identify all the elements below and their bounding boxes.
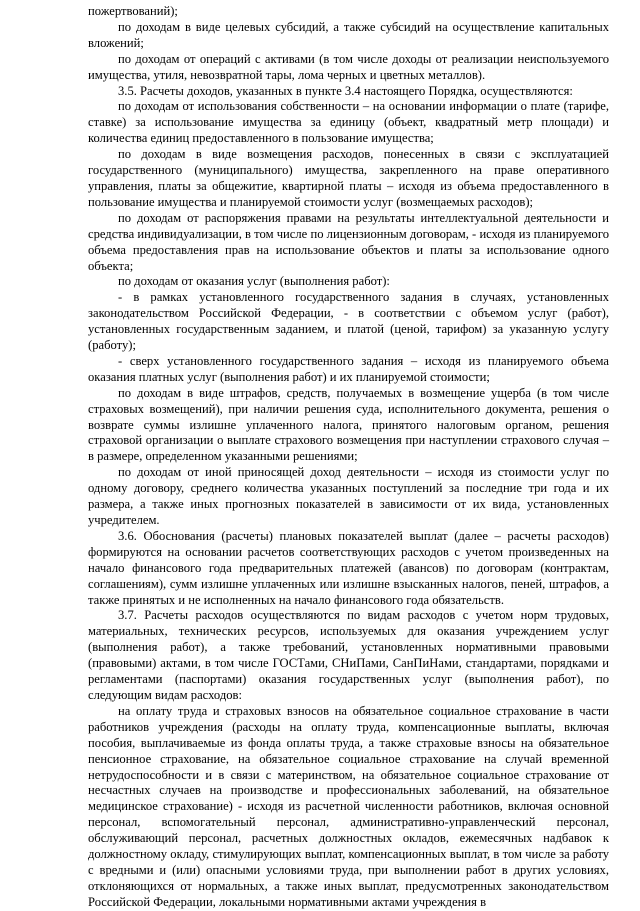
paragraph: 3.7. Расчеты расходов осуществляются по видам расходов с учетом норм трудовых, материальных, технических ресурсов, используемых для оказания учреждением услуг (выполнения работ), а также требований, установленных нормативными правовыми (правовыми) актами, в том числе ГОСТами, СНиПами, СанПиНами, стандартами, порядками и регламентами (паспортами) оказания государственных услуг (выполнения работ), по следующим видам расходов:: [88, 608, 609, 702]
paragraph: по доходам от иной приносящей доход деятельности – исходя из стоимости услуг по одному договору, среднего количества указанных поступлений за последние три года и их размера, а также иных прогнозных показателей в зависимости от их вида, установленных учредителем.: [88, 465, 609, 527]
paragraph: 3.5. Расчеты доходов, указанных в пункте 3.4 настоящего Порядка, осуществляются:: [118, 83, 573, 98]
paragraph: по доходам в виде возмещения расходов, понесенных в связи с эксплуатацией государственного (муниципального) имущества, закрепленного на праве оперативного управления, платы за общежитие, квартирной платы – исходя из объема предоставленного в пользование имущества и планируемой стоимости услуг (возмещаемых расходов);: [88, 147, 609, 209]
paragraph: по доходам от операций с активами (в том числе доходы от реализации неиспользуемого имущества, утиля, невозвратной тары, лома черных и цветных металлов).: [88, 51, 609, 82]
paragraph: пожертвований);: [88, 4, 178, 18]
paragraph: по доходам от распоряжения правами на результаты интеллектуальной деятельности и средства индивидуализации, в том числе по лицензионным договорам, - исходя из планируемого объема предоставления прав на использование объектов и платы за использование одного объекта;: [88, 210, 609, 273]
document-body: [88, 4, 609, 911]
paragraph: по доходам от оказания услуг (выполнения работ):: [118, 274, 390, 289]
paragraph: - сверх установленного государственного задания – исходя из планируемого объема оказания платных услуг (выполнения работ) и их планируемой стоимости;: [88, 353, 609, 384]
paragraph: по доходам от использования собственности – на основании информации о плате (тарифе, ставке) за использование имущества за единицу (объект, квадратный метр площади) и количества единиц предоставленного в пользование имущества;: [88, 99, 609, 146]
paragraph: на оплату труда и страховых взносов на обязательное социальное страхование в части работников учреждения (расходы на оплату труда, компенсационные выплаты, включая пособия, выплачиваемые из фонда оплаты труда, а также страховые взносы на обязательное пенсионное страхование, на обязательное социальное страхование на случай временной нетрудоспособности и в связи с материнством, на обязательное социальное страхование от несчастных случаев на производстве и профессиональных заболеваний, на обязательное медицинское страхование) - исходя из расчетной численности работников, включая основной персонал, вспомогательный персонал, административно-управленческий персонал, обслуживающий персонал, расчетных должностных окладов, ежемесячных надбавок к должностному окладу, стимулирующих выплат, компенсационных выплат, в том числе за работу с вредными и (или) опасными условиями труда, при выполнении работ в других условиях, отклоняющихся от нормальных, а также иных выплат, предусмотренных законодательством Российской Федерации, локальными нормативными актами учреждения в: [88, 703, 609, 909]
paragraph: по доходам в виде целевых субсидий, а также субсидий на осуществление капитальных вложений;: [88, 19, 609, 50]
paragraph: по доходам в виде штрафов, средств, получаемых в возмещение ущерба (в том числе страховых возмещений), при наличии решения суда, исполнительного документа, решения о возврате суммы излишне уплаченного налога, принятого налоговым органом, решения страховой организации о выплате страхового возмещения при наступлении страхового случая – в размере, определенном указанными решениями;: [88, 385, 609, 464]
paragraph: - в рамках установленного государственного задания в случаях, установленных законодательством Российской Федерации, - в соответствии с объемом услуг (работ), установленных государственным заданием, и платой (ценой, тарифом) за указанную услугу (работу);: [88, 290, 609, 353]
paragraph: 3.6. Обоснования (расчеты) плановых показателей выплат (далее – расчеты расходов) формируются на основании расчетов соответствующих расходов с учетом произведенных на начало финансового года предварительных платежей (авансов) по договорам (контрактам, соглашениям), сумм излишне уплаченных или излишне взысканных налогов, пеней, штрафов, а также принятых и не исполненных на начало финансового года обязательств.: [88, 528, 609, 607]
